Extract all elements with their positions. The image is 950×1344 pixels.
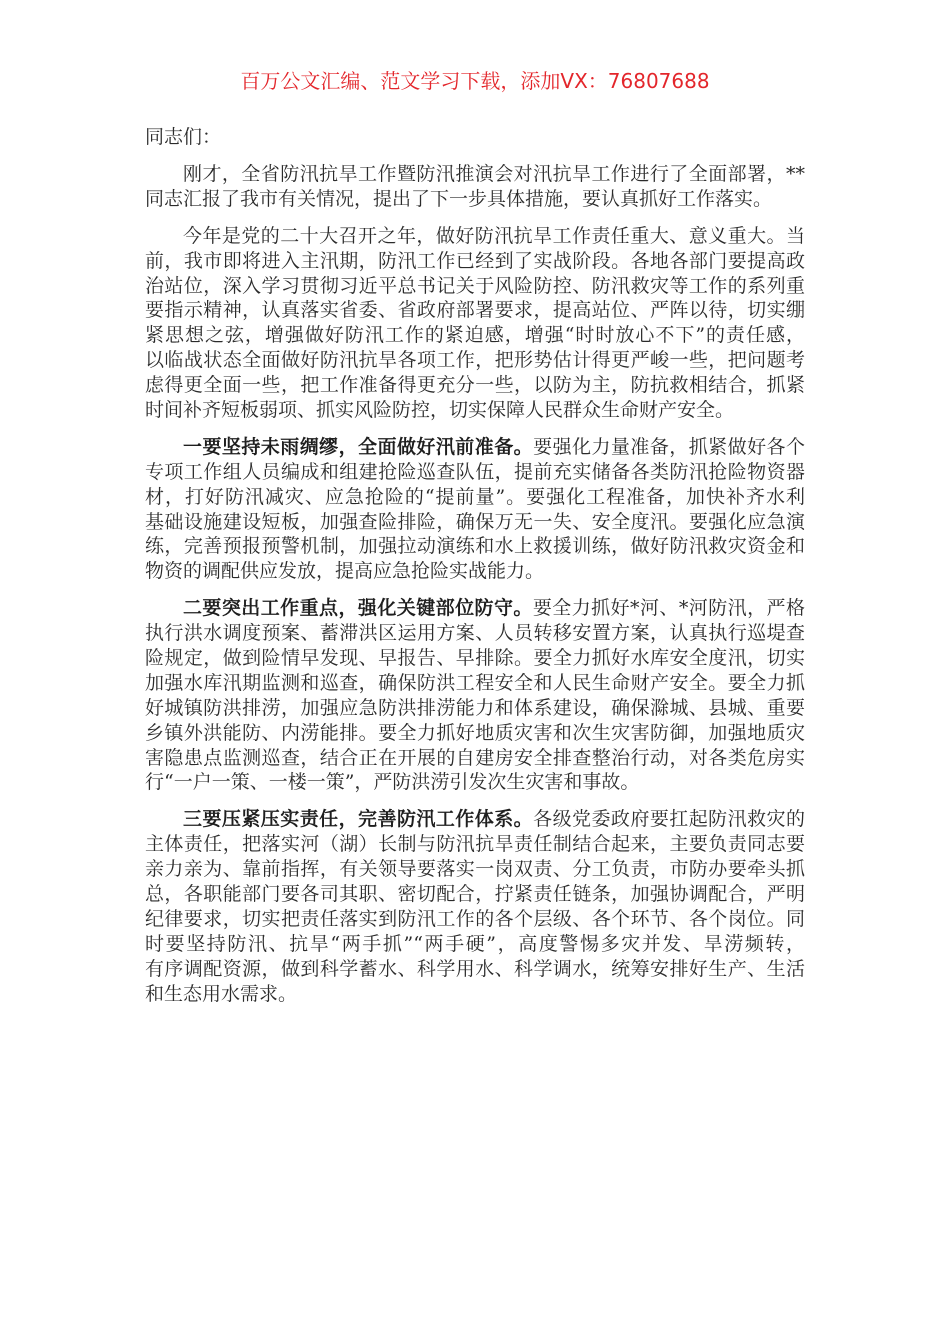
line-text: 以临战状态全面做好防汛抗旱各项工作，把形势估计得更严峻一些，把问题考 bbox=[145, 349, 805, 372]
line-text: 同志汇报了我市有关情况，提出了下一步具体措施，要认真抓好工作落实。 bbox=[145, 187, 773, 210]
line-text: 练，完善预报预警机制，加强拉动演练和水上救援训练，做好防汛救灾资金和 bbox=[145, 535, 805, 558]
text-line bbox=[145, 932, 805, 957]
line-text: 执行洪水调度预案、蓄滞洪区运用方案、人员转移安置方案，认真执行巡堤查 bbox=[145, 622, 805, 645]
text-line bbox=[145, 982, 805, 1007]
text-line bbox=[145, 534, 805, 559]
line-text: 专项工作组人员编成和组建抢险巡查队伍，提前充实储备各类防汛抢险物资器 bbox=[145, 460, 805, 483]
text-line bbox=[145, 485, 805, 510]
salutation: 同志们： bbox=[145, 126, 222, 148]
paragraphs bbox=[145, 162, 805, 1007]
line-text: 基础设施建设短板，加强查险排险，确保万无一失、安全度汛。要强化应急演 bbox=[145, 510, 805, 533]
line-text: 要强化力量准备，抓紧做好各个 bbox=[533, 435, 805, 458]
text-line bbox=[145, 274, 805, 299]
paragraph bbox=[145, 435, 805, 584]
text-line bbox=[145, 224, 805, 249]
section-heading: 三要压紧压实责任，完善防汛工作体系。 bbox=[183, 808, 534, 831]
text-line bbox=[145, 249, 805, 274]
text-line bbox=[145, 857, 805, 882]
text-line bbox=[145, 746, 805, 771]
text-line bbox=[145, 435, 805, 460]
line-text: 虑得更全面一些，把工作准备得更充分一些，以防为主，防抗救相结合，抓紧 bbox=[145, 374, 805, 397]
line-text: 好城镇防洪排涝，加强应急防洪排涝能力和体系建设，确保滁城、县城、重要 bbox=[145, 696, 805, 719]
line-text: 刚才，全省防汛抗旱工作暨防汛推演会对汛抗旱工作进行了全面部署，** bbox=[183, 163, 805, 185]
section-heading: 二要突出工作重点，强化关键部位防守。 bbox=[183, 597, 533, 620]
text-line bbox=[145, 832, 805, 857]
line-text: 主体责任，把落实河（湖）长制与防汛抗旱责任制结合起来，主要负责同志要 bbox=[145, 833, 805, 856]
text-line bbox=[145, 907, 805, 932]
line-text: 治站位，深入学习贯彻习近平总书记关于风险防控、防汛救灾等工作的系列重 bbox=[145, 274, 805, 297]
line-text: 要指示精神，认真落实省委、省政府部署要求，提高站位、严阵以待，切实绷 bbox=[145, 299, 805, 322]
watermark-banner: 百万公文汇编、范文学习下载，添加VX：76807688 bbox=[240, 69, 710, 93]
line-text: 和生态用水需求。 bbox=[145, 982, 298, 1005]
line-text: 紧思想之弦，增强做好防汛工作的紧迫感，增强“时时放心不下”的责任感， bbox=[145, 324, 805, 347]
text-line bbox=[145, 559, 805, 584]
line-text: 时要坚持防汛、抗旱“两手抓”“两手硬”，高度警惕多灾并发、旱涝频转， bbox=[145, 932, 805, 955]
text-line bbox=[145, 721, 805, 746]
text-line bbox=[145, 398, 805, 423]
line-text: 前，我市即将进入主汛期，防汛工作已经到了实战阶段。各地各部门要提高政 bbox=[145, 249, 805, 272]
text-line bbox=[145, 770, 805, 795]
text-line bbox=[145, 323, 805, 348]
text-line bbox=[145, 807, 805, 832]
paragraph bbox=[145, 596, 805, 795]
line-text: 时间补齐短板弱项、抓实风险防控，切实保障人民群众生命财产安全。 bbox=[145, 399, 735, 422]
text-line bbox=[145, 621, 805, 646]
line-text: 总，各职能部门要各司其职、密切配合，拧紧责任链条，加强协调配合，严明 bbox=[145, 883, 805, 906]
line-text: 今年是党的二十大召开之年，做好防汛抗旱工作责任重大、意义重大。当 bbox=[183, 224, 805, 247]
text-line bbox=[145, 373, 805, 398]
line-text: 亲力亲为、靠前指挥，有关领导要落实一岗双责、分工负责，市防办要牵头抓 bbox=[145, 858, 805, 881]
paragraph bbox=[145, 807, 805, 1006]
text-line bbox=[145, 348, 805, 373]
line-text: 行“一户一策、一楼一策”，严防洪涝引发次生灾害和事故。 bbox=[145, 771, 640, 794]
text-line bbox=[145, 187, 805, 212]
paragraph bbox=[145, 162, 805, 212]
text-line bbox=[145, 696, 805, 721]
line-text: 险规定，做到险情早发现、早报告、早排除。要全力抓好水库安全度汛，切实 bbox=[145, 647, 805, 670]
line-text: 有序调配资源，做到科学蓄水、科学用水、科学调水，统筹安排好生产、生活 bbox=[145, 957, 805, 980]
text-line bbox=[145, 882, 805, 907]
text-line bbox=[145, 671, 805, 696]
text-line bbox=[145, 298, 805, 323]
text-line bbox=[145, 460, 805, 485]
line-text: 各级党委政府要扛起防汛救灾的 bbox=[533, 808, 805, 831]
section-heading: 一要坚持未雨绸缪，全面做好汛前准备。 bbox=[183, 435, 534, 458]
text-line bbox=[145, 510, 805, 535]
document-body bbox=[145, 125, 805, 1019]
paragraph bbox=[145, 224, 805, 423]
line-text: 要全力抓好*河、*河防汛，严格 bbox=[532, 597, 805, 620]
line-text: 物资的调配供应发放，提高应急抢险实战能力。 bbox=[145, 560, 545, 583]
text-line bbox=[145, 596, 805, 621]
line-text: 害隐患点监测巡查，结合正在开展的自建房安全排查整治行动，对各类危房实 bbox=[145, 746, 805, 769]
line-text: 纪律要求，切实把责任落实到防汛工作的各个层级、各个环节、各个岗位。同 bbox=[145, 907, 805, 930]
line-text: 加强水库汛期监测和巡查，确保防洪工程安全和人民生命财产安全。要全力抓 bbox=[145, 671, 805, 694]
line-text: 乡镇外洪能防、内涝能排。要全力抓好地质灾害和次生灾害防御，加强地质灾 bbox=[145, 721, 805, 744]
text-line bbox=[145, 646, 805, 671]
text-line bbox=[145, 162, 805, 187]
line-text: 材，打好防汛减灾、应急抢险的“提前量”。要强化工程准备，加快补齐水利 bbox=[145, 485, 805, 508]
text-line bbox=[145, 957, 805, 982]
